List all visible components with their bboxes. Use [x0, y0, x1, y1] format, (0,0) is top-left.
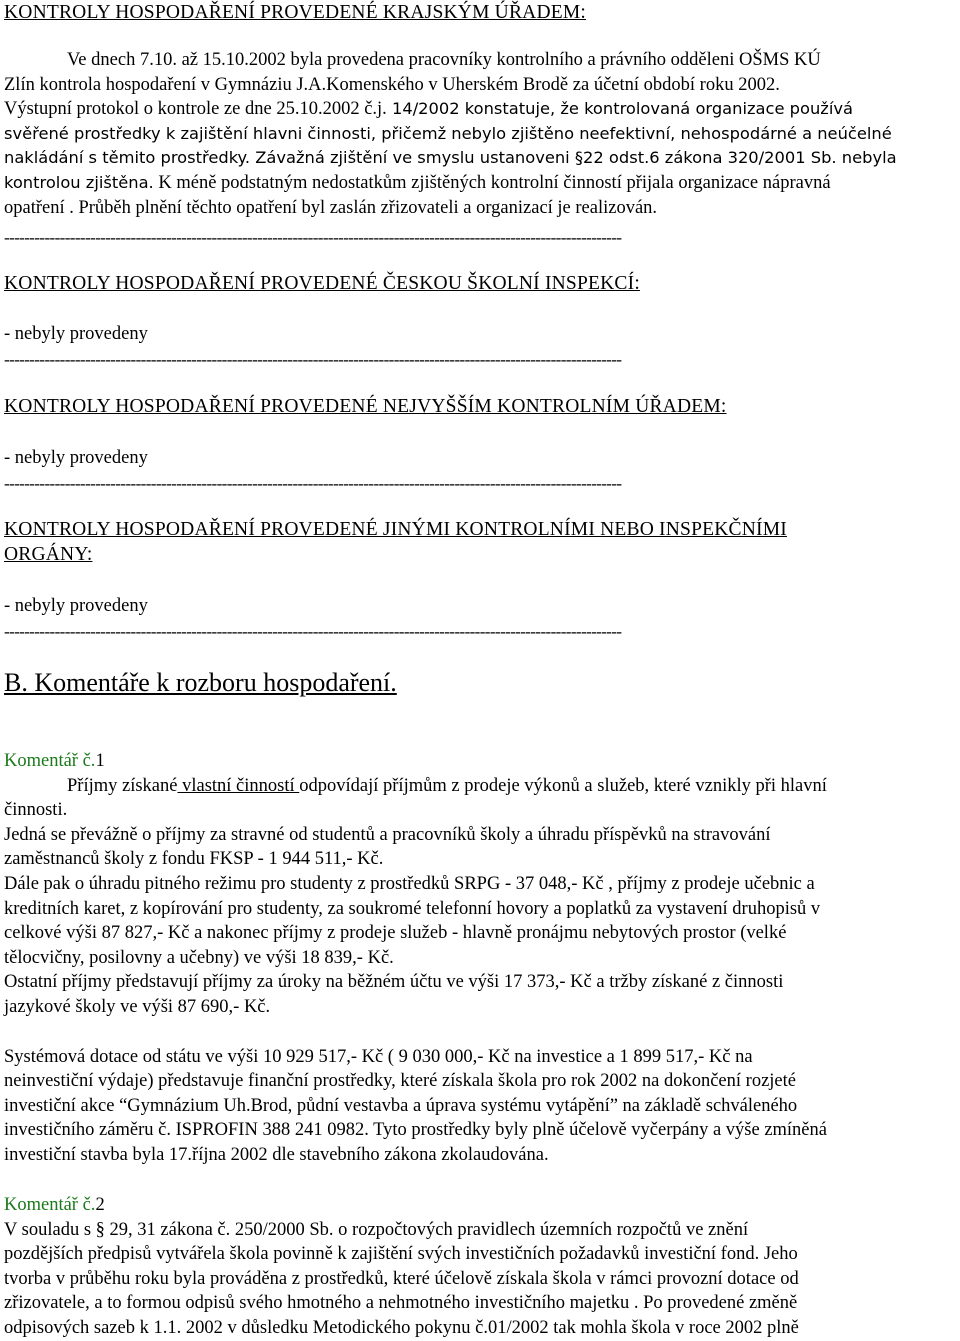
text-line: Ve dnech 7.10. až 15.10.2002 byla provedena pracovníky kontrolního a právního odděleni OŠMS KÚ — [67, 50, 821, 70]
text-line: Dále pak o úhradu pitného režimu pro studenty z prostředků SRPG - 37 048,- Kč , příjmy z prodeje učebnic a — [4, 873, 815, 894]
text-line: Ostatní příjmy představují příjmy za úroky na běžném účtu ve výši 17 373,- Kč a tržby získané z činnosti — [4, 972, 784, 993]
text-line: tělocvičny, posilovny a učebny) ve výši 18 839,- Kč. — [4, 947, 394, 968]
status-note: - nebyly provedeny — [4, 448, 148, 468]
status-note: - nebyly provedeny — [4, 596, 148, 616]
text-line: zřizovatele, a to formou odpisů svého hmotného a nehmotného investičního majetku . Po provedené změně — [4, 1293, 798, 1314]
divider: -------------------------------------------------------------------------------------------------------------------------- — [4, 474, 622, 493]
text-line: tvorba v průběhu roku byla prováděna z prostředků, které účelově získala škola v rámci provozní dotace od — [4, 1268, 799, 1289]
komentar-2 — [4, 1193, 956, 1341]
text-line: odpisových sazeb k 1.1. 2002 v důsledku Metodického pokynu č.01/2002 tak mohla škola v roce 2002 plně — [4, 1317, 799, 1338]
krajsky-urad-paragraph — [4, 48, 956, 220]
komentar-heading: Komentář č.1 — [4, 751, 105, 771]
text-line: investičního záměru č. ISPROFIN 388 241 0982. Tyto prostředky byly plně účelově vyčerpány a výše zmíněná — [4, 1120, 827, 1141]
text-line: činnosti. — [4, 800, 68, 821]
text-line: kontrolou zjištěna. K méně podstatným nedostatkům zjištěných kontrolní činností přijala organizace nápravná — [4, 172, 831, 193]
section-heading-krajsky-urad: KONTROLY HOSPODAŘENÍ PROVEDENÉ KRAJSKÝM ÚŘADEM: — [4, 2, 587, 23]
komentar-1 — [4, 749, 956, 1168]
text-line: investiční akce “Gymnázium Uh.Brod, půdní vestavba a úprava systému vytápění” na základě schváleného — [4, 1095, 798, 1116]
status-note: - nebyly provedeny — [4, 324, 148, 344]
text-line: jazykové školy ve výši 87 690,- Kč. — [4, 996, 271, 1017]
text-line: Příjmy získané vlastní činností odpovídají příjmům z prodeje výkonů a služeb, které vznikly při hlavní — [67, 775, 827, 796]
section-heading-skolni-inspekce: KONTROLY HOSPODAŘENÍ PROVEDENÉ ČESKOU ŠKOLNÍ INSPEKCÍ: — [4, 273, 640, 294]
section-heading-jine-organy: KONTROLY HOSPODAŘENÍ PROVEDENÉ JINÝMI KONTROLNÍMI NEBO INSPEKČNÍMI ORGÁNY: — [4, 519, 787, 565]
text-line: Výstupní protokol o kontrole ze dne 25.10.2002 č.j. 14/2002 konstatuje, že kontrolovaná organizace používá — [4, 99, 853, 120]
text-line: Zlín kontrola hospodaření v Gymnáziu J.A.Komenského v Uherském Brodě za účetní období roku 2002. — [4, 74, 780, 95]
text-line: neinvestiční výdaje) představuje finanční prostředky, které získala škola pro rok 2002 na dokončení rozjeté — [4, 1071, 796, 1092]
text-line: Systémová dotace od státu ve výši 10 929 517,- Kč ( 9 030 000,- Kč na investice a 1 899 517,- Kč na — [4, 1046, 753, 1067]
text-line: Jedná se převážně o příjmy za stravné od studentů a pracovníků školy a úhradu příspěvků na stravování — [4, 824, 771, 845]
text-line: V souladu s § 29, 31 zákona č. 250/2000 Sb. o rozpočtových pravidlech územních rozpočtů ve znění — [4, 1219, 749, 1240]
divider: -------------------------------------------------------------------------------------------------------------------------- — [4, 622, 622, 641]
section-heading-b: B. Komentáře k rozboru hospodaření. — [4, 668, 397, 697]
text-line: kreditních karet, z kopírování pro studenty, za soukromé telefonní hovory a poplatků za vystavení druhopisů v — [4, 898, 821, 919]
text-line: zaměstnanců školy z fondu FKSP - 1 944 511,- Kč. — [4, 849, 384, 870]
text-line: opatření . Průběh plnění těchto opatření byl zaslán zřizovateli a organizací je realizován. — [4, 197, 658, 218]
section-heading-nku: KONTROLY HOSPODAŘENÍ PROVEDENÉ NEJVYŠŠÍM KONTROLNÍM ÚŘADEM: — [4, 396, 727, 417]
text-line: nakládání s těmito prostředky. Závažná zjištění ve smyslu ustanoveni §22 odst.6 zákona 320/2001 Sb. nebyla — [4, 148, 897, 168]
text-line: investiční stavba byla 17.října 2002 dle stavebního zákona zkolaudována. — [4, 1144, 549, 1165]
komentar-heading: Komentář č.2 — [4, 1195, 105, 1215]
divider: -------------------------------------------------------------------------------------------------------------------------- — [4, 350, 622, 369]
text-line: celkové výši 87 827,- Kč a nakonec příjmy z prodeje služeb - hlavně pronájmu nebytových prostor (velké — [4, 923, 787, 944]
divider: -------------------------------------------------------------------------------------------------------------------------- — [4, 228, 622, 247]
text-line: pozdějších předpisů vytvářela škola povinně k zajištění svých investičních požadavků investiční fond. Jeho — [4, 1244, 798, 1265]
text-line: svěřené prostředky k zajištění hlavni činnosti, přičemž nebylo zjištěno neefektivní, nehospodárné a neúčelné — [4, 123, 892, 143]
